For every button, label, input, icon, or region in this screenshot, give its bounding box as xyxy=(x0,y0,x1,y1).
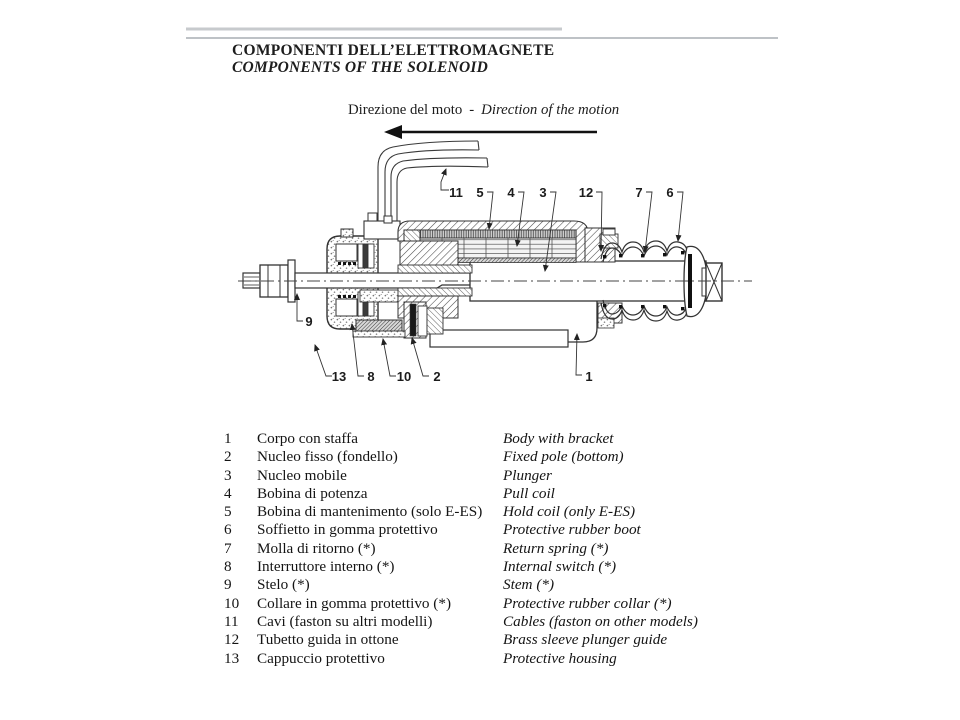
parts-row xyxy=(224,521,744,539)
parts-row xyxy=(224,430,744,448)
callout-3: 3 xyxy=(539,185,547,200)
part-number: 2 xyxy=(224,448,232,466)
direction-arrow-icon xyxy=(384,125,597,139)
part-name-it: Nucleo mobile xyxy=(257,466,347,484)
parts-row xyxy=(224,558,744,576)
parts-row xyxy=(224,650,744,668)
part-number: 10 xyxy=(224,594,240,612)
part-name-it: Tubetto guida in ottone xyxy=(257,631,399,649)
part-number: 9 xyxy=(224,576,232,594)
part-name-en: Hold coil (only E-ES) xyxy=(503,503,636,521)
part-name-it: Nucleo fisso (fondello) xyxy=(257,448,398,466)
direction-label-it: Direzione del moto xyxy=(348,102,463,118)
callout-8: 8 xyxy=(367,369,375,384)
rod-end-fitting xyxy=(702,263,722,301)
callout-13: 13 xyxy=(331,369,347,384)
part-number: 3 xyxy=(224,466,232,484)
direction-label-en: Direction of the motion xyxy=(481,102,620,118)
part-name-it: Bobina di potenza xyxy=(257,484,368,502)
part-name-en: Protective housing xyxy=(503,649,617,667)
bracket xyxy=(430,330,568,347)
parts-row xyxy=(224,595,744,613)
part-name-en: Cables (faston on other models) xyxy=(503,612,698,630)
callout-9: 9 xyxy=(305,314,313,329)
part-number: 6 xyxy=(224,521,232,539)
part-name-en: Return spring (*) xyxy=(503,539,609,557)
part-number: 11 xyxy=(224,612,239,630)
direction-separator: - xyxy=(469,102,475,118)
hold-coil xyxy=(420,230,576,238)
parts-legend xyxy=(224,430,744,668)
page-title: COMPONENTI DELL’ELETTROMAGNETE xyxy=(232,42,555,59)
part-name-it: Bobina di mantenimento (solo E-ES) xyxy=(257,503,483,521)
part-number: 13 xyxy=(224,649,240,667)
part-name-it: Cavi (faston su altri modelli) xyxy=(257,612,433,630)
part-name-en: Plunger xyxy=(503,466,552,484)
page-top-rules xyxy=(186,29,778,38)
cable-terminal xyxy=(364,213,400,239)
part-name-it: Corpo con staffa xyxy=(257,430,358,447)
part-name-en: Body with bracket xyxy=(503,430,614,447)
page-header xyxy=(232,42,554,76)
part-name-en: Pull coil xyxy=(503,484,555,502)
part-name-it: Cappuccio protettivo xyxy=(257,649,385,667)
part-number: 5 xyxy=(224,503,232,521)
parts-row xyxy=(224,467,744,485)
callout-12: 12 xyxy=(578,185,594,200)
part-name-it: Collare in gomma protettivo (*) xyxy=(257,594,452,612)
part-number: 8 xyxy=(224,558,232,576)
part-name-en: Fixed pole (bottom) xyxy=(503,448,624,466)
callout-10: 10 xyxy=(396,369,412,384)
parts-row xyxy=(224,576,744,594)
callout-6: 6 xyxy=(666,185,674,200)
callout-4: 4 xyxy=(507,185,515,200)
part-name-en: Protective rubber collar (*) xyxy=(503,594,672,612)
parts-row xyxy=(224,448,744,466)
direction-caption xyxy=(348,102,619,119)
part-number: 12 xyxy=(224,631,240,649)
callout-1: 1 xyxy=(585,369,593,384)
part-name-it: Stelo (*) xyxy=(257,576,310,594)
parts-row xyxy=(224,485,744,503)
part-name-it: Soffietto in gomma protettivo xyxy=(257,521,438,539)
part-name-en: Brass sleeve plunger guide xyxy=(503,631,668,649)
callout-5: 5 xyxy=(476,185,484,200)
callout-11: 11 xyxy=(449,185,463,200)
part-number: 4 xyxy=(224,484,232,502)
parts-row xyxy=(224,631,744,649)
part-name-en: Stem (*) xyxy=(503,576,555,594)
part-name-en: Internal switch (*) xyxy=(503,558,617,576)
parts-row xyxy=(224,613,744,631)
part-number: 7 xyxy=(224,539,232,557)
part-name-it: Interruttore interno (*) xyxy=(257,558,395,576)
callout-7: 7 xyxy=(635,185,643,200)
part-name-it: Molla di ritorno (*) xyxy=(257,539,376,557)
part-name-en: Protective rubber boot xyxy=(503,521,641,539)
callout-2: 2 xyxy=(433,369,441,384)
cables xyxy=(378,141,488,230)
parts-row xyxy=(224,503,744,521)
part-number: 1 xyxy=(224,430,232,447)
page-subtitle: COMPONENTS OF THE SOLENOID xyxy=(232,59,488,76)
parts-row xyxy=(224,540,744,558)
